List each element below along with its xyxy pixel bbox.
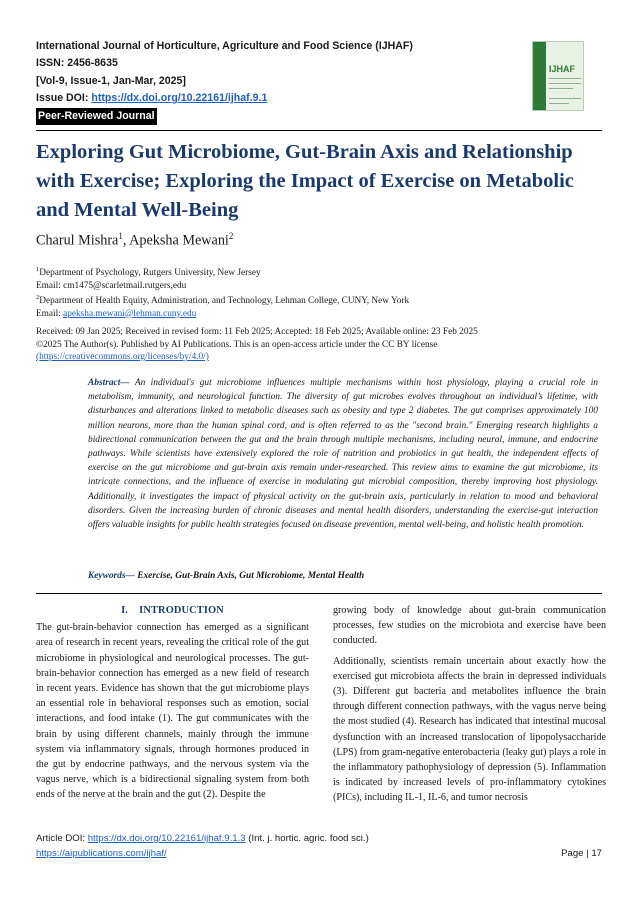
email-2-link[interactable]: apeksha.mewani@lehman.cuny.edu [63,308,197,319]
cover-title: IJHAF [549,64,576,74]
header-divider [36,130,602,131]
email-2: Email: apeksha.mewani@lehman.cuny.edu [36,308,197,319]
email-1: Email: cm1475@scarletmail.rutgers,edu [36,280,187,291]
issue-doi-link[interactable]: https://dx.doi.org/10.22161/ijhaf.9.1 [91,91,268,104]
article-doi: Article DOI: https://dx.doi.org/10.22161/ijhaf.9.1.3 (Int. j. hortic. agric. food sci.) [36,833,369,844]
keywords-text: Exercise, Gut-Brain Axis, Gut Microbiome, Mental Health [134,571,365,581]
article-doi-link[interactable]: https://dx.doi.org/10.22161/ijhaf.9.1.3 [87,833,246,844]
article-history [36,326,606,364]
license-link[interactable]: (https://creativecommons.org/licenses/by/4.0/) [36,352,209,362]
body-column-left [36,603,309,808]
article-title: Exploring Gut Microbiome, Gut-Brain Axis and Relationship with Exercise; Exploring the Impact of Exercise on Metabolic and Mental Well-Being [36,141,574,221]
paragraph: Additionally, scientists remain uncertain about exactly how the exercised gut microbiota affects the brain in depressed individuals (3). Different gut bacteria and metabolites influence the brain through different connection pathways, with the vagus nerve being the most studied (4). Research has indicated that intestinal mucosal dysfunction with an increased translocation of lipopolysaccharide (LPS) from gram-negative enterobacteria (leaky gut) plays a role in the inflammatory pathophysiology of depression (5). Inflammation is indicated by increased levels of pro-inflammatory cytokines (PICs), including IL-1, IL-6, and tumor necrosis [333,655,606,804]
paragraph: The gut-brain-behavior connection has emerged as a significant area of research in recent years, revealing the critical role of the gut microbiome in physiological and neurological processes. The gut-brain-behavior connection has emerged as a new field of research in recent years. Evidence has shown that the gut microbiome plays an essential role in behavioral responses such as emotion, social interactions, and food intake (1). The gut communicates with the brain by using different channels, mainly through the immune system via inflammatory signals, through hormones produced in the gut by endocrine pathways, and the nervous system via the vagus nerve, which is a bidirectional signaling system from both ends of the nerve at the brain and the gut (2). Despite the [36,622,309,801]
affiliations [36,264,606,320]
abstract-label: Abstract— [88,378,130,388]
license-line: ©2025 The Author(s). Published by AI Publications. This is an open-access article under the CC BY license [36,339,438,350]
author-line: Charul Mishra$^1$, Apeksha Mewani$^2$ [36,231,234,249]
keywords-label: Keywords— [88,571,135,581]
peer-reviewed-badge: Peer-Reviewed Journal [36,108,157,125]
abstract-divider [36,593,602,594]
affiliation-2: $^2$Department of Health Equity, Administration, and Technology, Lehman College, CUNY, New York [36,294,410,307]
page-number: Page | 17 [561,847,602,859]
author-2: Apeksha Mewani [129,232,229,249]
author-1: Charul Mishra [36,232,119,249]
issn: ISSN: 2456-8635 [36,57,118,70]
volume-issue: [Vol-9, Issue-1, Jan-Mar, 2025] [36,74,186,87]
journal-cover-thumbnail [532,41,584,111]
journal-site-link[interactable]: https://aipublications.com/ijhaf/ [36,847,167,859]
keywords [88,570,598,583]
section-heading: I. INTRODUCTION [121,605,224,616]
issue-doi: Issue DOI: https://dx.doi.org/10.22161/ijhaf.9.1 [36,91,268,104]
page-footer [36,832,602,861]
dates-line: Received: 09 Jan 2025; Received in revised form: 11 Feb 2025; Accepted: 18 Feb 2025; Available online: 23 Feb 2025 [36,327,478,337]
abstract [88,376,598,532]
paragraph: growing body of knowledge about gut-brain communication processes, few studies on the microbiota and exercise have been conducted. [333,605,606,647]
journal-name: International Journal of Horticulture, Agriculture and Food Science (IJHAF) [36,40,413,52]
affiliation-1: $^1$Department of Psychology, Rutgers University, New Jersey [36,266,261,279]
body-column-right [333,603,606,811]
journal-header [36,38,516,125]
abstract-text: An individual's gut microbiome influences multiple mechanisms within host physiology, playing a crucial role in metabolism, immunity, and neurological function. The diversity of gut microbes evolves throughout an individual’s lifetime, with disturbances and alterations linked to metabolic diseases such as obesity and type 2 diabetes. The gut comprises approximately 100 million neurons, more than the human spinal cord, and is often referred to as the "second brain." Emerging research highlights a bidirectional communication between the gut and the brain through multiple mechanisms, including neural, immune, and endocrine pathways. While scientists have extensively explored the role of nutrition and probiotics in gut health, the independent effects of exercise on the gut microbiome and gut-brain axis remain under-researched. This review aims to examine the gut microbiome, its intricate connections, and the influence of exercise in modulating gut microbial composition, thereby improving host physiology. Additionally, it investigates the impact of physical activity on the gut-brain axis, particularly in relation to mood and behavioral disorders. Given the increasing burden of chronic diseases and mental health disorders, understanding the exercise-gut interaction offers valuable insights for public health strategies focused on disease prevention, mental well-being, and holistic health promotion. [88,378,598,531]
